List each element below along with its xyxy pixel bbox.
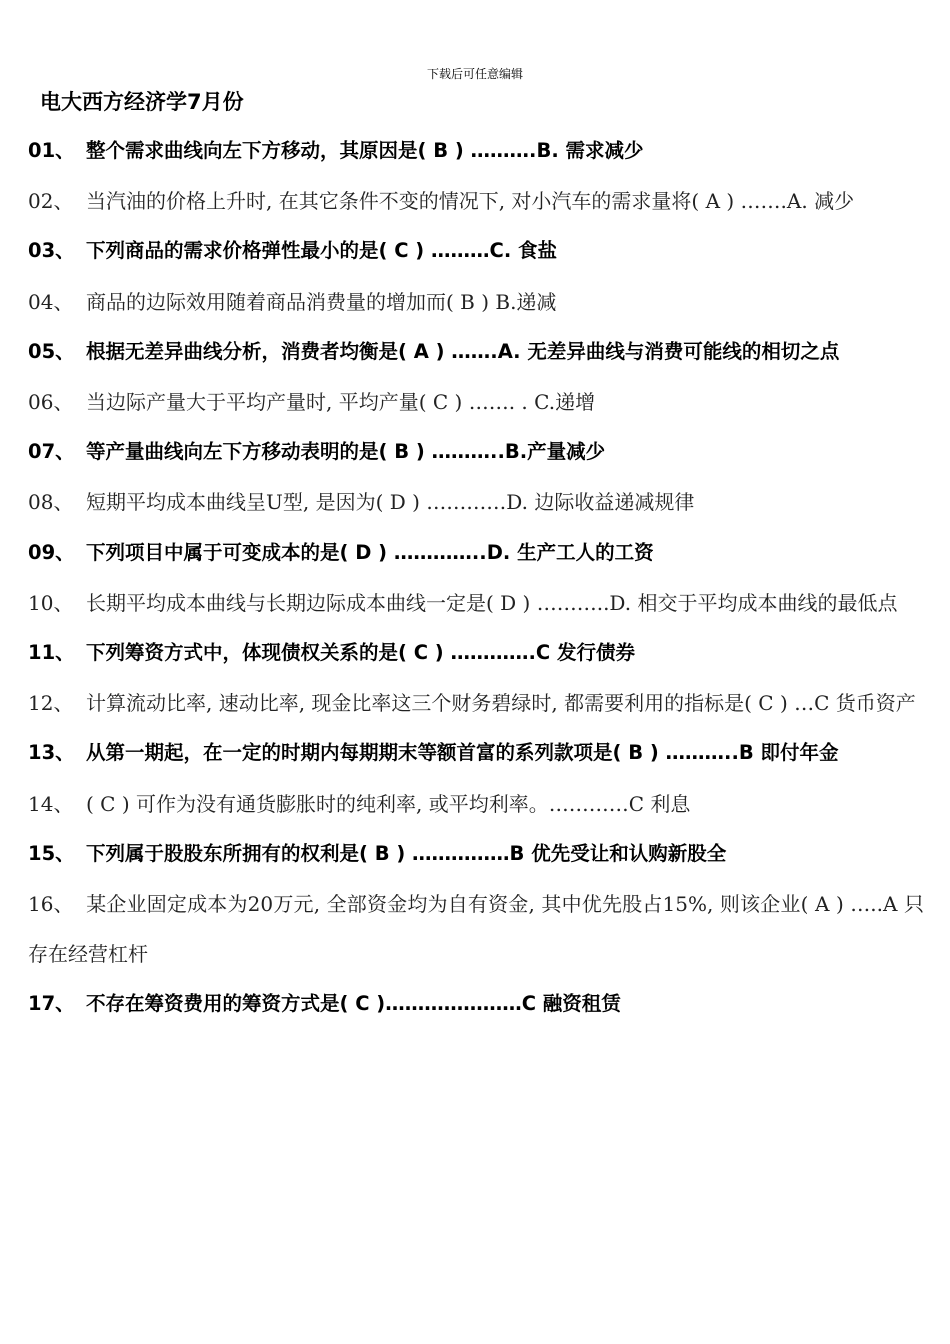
question-number: 11、 [28, 641, 75, 665]
question-item [28, 176, 924, 226]
question-number: 06、 [28, 390, 74, 415]
question-text: 计算流动比率, 速动比率, 现金比率这三个财务碧绿时, 都需要利用的指标是( C ) …C 货币资产 [86, 691, 916, 716]
question-text: 整个需求曲线向左下方移动，其原因是( B ) ……….B. 需求减少 [86, 139, 644, 162]
question-text: 等产量曲线向左下方移动表明的是( B ) ………..B.产量减少 [86, 440, 606, 464]
question-number: 17、 [28, 992, 75, 1016]
question-item [28, 779, 924, 829]
question-number: 16、 [28, 892, 74, 917]
question-item [28, 327, 924, 377]
question-text: 下列属于股股东所拥有的权利是( B ) ……………B 优先受让和认购新股全 [86, 841, 727, 865]
question-item [28, 277, 924, 327]
question-number: 04、 [28, 289, 74, 314]
question-text: 下列筹资方式中，体现债权关系的是( C ) ………….C 发行债券 [86, 641, 636, 665]
question-item [28, 377, 924, 427]
question-number: 10、 [28, 590, 74, 615]
question-item [28, 477, 924, 527]
question-number: 15、 [28, 841, 75, 865]
question-item [28, 728, 924, 778]
question-number: 14、 [28, 791, 74, 816]
question-text: 长期平均成本曲线与长期边际成本曲线一定是( D ) ………..D. 相交于平均成本曲线的最低点 [86, 590, 898, 615]
question-number: 07、 [28, 440, 75, 464]
question-text: 商品的边际效用随着商品消费量的增加而( B ) B.递减 [86, 289, 557, 314]
question-text: 不存在筹资费用的筹资方式是( C )…………………C 融资租赁 [86, 992, 621, 1016]
question-item [28, 979, 924, 1029]
document-title: 电大西方经济学7月份 [40, 90, 244, 114]
question-item [28, 578, 924, 628]
question-number: 02、 [28, 189, 74, 214]
question-item [28, 528, 924, 578]
question-item [28, 126, 924, 176]
question-text: 当汽油的价格上升时, 在其它条件不变的情况下, 对小汽车的需求量将( A ) …….A. 减少 [86, 189, 855, 214]
header-note: 下载后可任意编辑 [426, 67, 523, 81]
question-number: 08、 [28, 490, 74, 515]
question-item [28, 678, 924, 728]
question-number: 01、 [28, 139, 75, 162]
question-item [28, 829, 924, 879]
question-number: 03、 [28, 239, 75, 263]
question-text: 当边际产量大于平均产量时, 平均产量( C ) ……. . C.递增 [86, 390, 596, 415]
question-list [28, 126, 924, 1030]
question-text: 根据无差异曲线分析，消费者均衡是( A ) …….A. 无差异曲线与消费可能线的相切之点 [86, 339, 840, 363]
question-text: 从第一期起，在一定的时期内每期期末等额首富的系列款项是( B ) ………..B 即付年金 [86, 741, 839, 765]
question-text: 下列项目中属于可变成本的是( D ) …………..D. 生产工人的工资 [86, 540, 654, 564]
question-item [28, 226, 924, 276]
question-number: 12、 [28, 691, 74, 716]
question-item [28, 628, 924, 678]
question-number: 09、 [28, 540, 75, 564]
question-number: 13、 [28, 741, 75, 765]
question-text: 某企业固定成本为20万元, 全部资金均为自有资金, 其中优先股占15%, 则该企业( A ) …..A 只存在经营杠杆 [28, 892, 924, 967]
question-item [28, 427, 924, 477]
question-text: 短期平均成本曲线呈U型, 是因为( D ) …………D. 边际收益递减规律 [86, 490, 695, 515]
question-item [28, 879, 924, 979]
question-text: ( C ) 可作为没有通货膨胀时的纯利率, 或平均利率。…………C 利息 [86, 791, 691, 816]
question-text: 下列商品的需求价格弹性最小的是( C ) ………C. 食盐 [86, 239, 558, 263]
question-number: 05、 [28, 339, 75, 363]
